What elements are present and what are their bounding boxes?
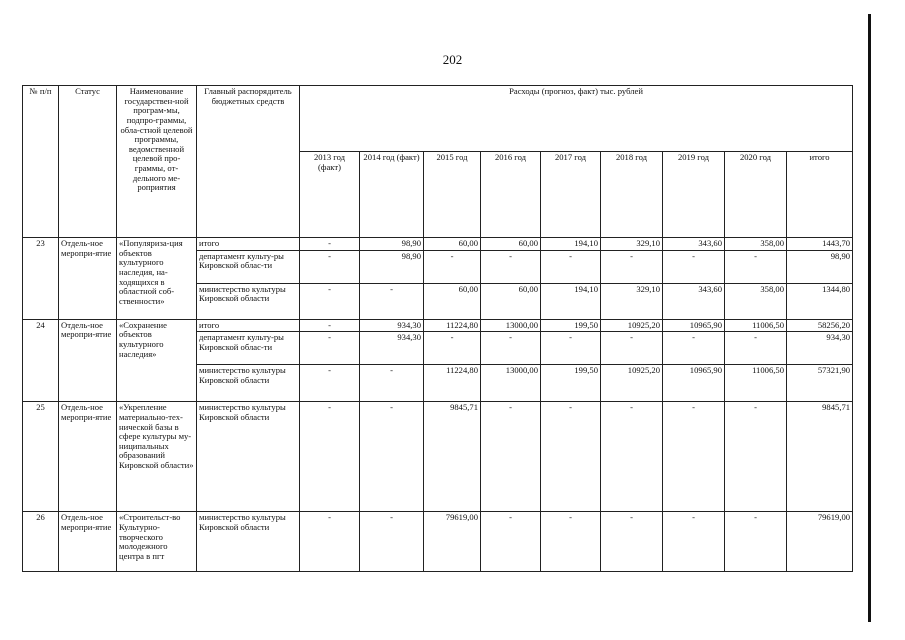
header-status: Статус (59, 86, 117, 238)
header-year: 2018 год (601, 152, 663, 238)
value-cell: 10925,20 (601, 365, 663, 402)
value-cell: - (601, 250, 663, 283)
row-manager: итого (197, 319, 300, 332)
value-cell: - (725, 512, 787, 572)
row-number: 23 (23, 238, 59, 320)
value-cell: 98,90 (360, 238, 424, 251)
row-manager: департамент культу-ры Кировской облас-ти (197, 250, 300, 283)
value-cell: - (725, 402, 787, 512)
row-manager: министерство культуры Кировской области (197, 402, 300, 512)
value-cell: - (300, 332, 360, 365)
value-cell: 934,30 (360, 332, 424, 365)
value-cell: 329,10 (601, 283, 663, 319)
value-cell: 60,00 (481, 238, 541, 251)
page-number: 202 (442, 52, 463, 67)
value-cell: - (300, 319, 360, 332)
row-number: 26 (23, 512, 59, 572)
value-cell: - (481, 402, 541, 512)
row-manager: итого (197, 238, 300, 251)
value-cell: 79619,00 (787, 512, 853, 572)
value-cell: 343,60 (663, 238, 725, 251)
header-name: Наименование государствен-ной програм-мы, подпро-граммы, обла-стной целевой программы, ведомственной целевой про-граммы, от-дельного ме-роприятия (117, 86, 197, 238)
value-cell: 79619,00 (424, 512, 481, 572)
value-cell: 934,30 (787, 332, 853, 365)
row-name: «Популяриза-ция объектов культурного наследия, на-ходящихся в областной соб-ственности» (117, 238, 197, 320)
value-cell: 60,00 (481, 283, 541, 319)
header-year: 2014 год (факт) (360, 152, 424, 238)
value-cell: 11006,50 (725, 365, 787, 402)
value-cell: 1344,80 (787, 283, 853, 319)
value-cell: - (360, 402, 424, 512)
row-manager: министерство культуры Кировской области (197, 283, 300, 319)
value-cell: 9845,71 (424, 402, 481, 512)
row-name: «Укрепление материально-тех-нической базы в сфере культуры му-ниципальных образований Кировской области» (117, 402, 197, 512)
value-cell: - (300, 512, 360, 572)
value-cell: - (601, 332, 663, 365)
value-cell: 60,00 (424, 238, 481, 251)
header-year: 2016 год (481, 152, 541, 238)
row-number: 25 (23, 402, 59, 512)
value-cell: 9845,71 (787, 402, 853, 512)
value-cell: - (360, 365, 424, 402)
value-cell: - (725, 332, 787, 365)
value-cell: - (663, 402, 725, 512)
table-body (23, 238, 853, 572)
value-cell: - (481, 250, 541, 283)
value-cell: - (601, 402, 663, 512)
value-cell: 10965,90 (663, 319, 725, 332)
row-manager: департамент культу-ры Кировской облас-ти (197, 332, 300, 365)
value-cell: 199,50 (541, 365, 601, 402)
table-row (23, 238, 853, 251)
value-cell: - (424, 332, 481, 365)
table-row (23, 402, 853, 512)
value-cell: 934,30 (360, 319, 424, 332)
header-year: 2019 год (663, 152, 725, 238)
value-cell: 358,00 (725, 283, 787, 319)
header-num: № п/п (23, 86, 59, 238)
table-header (23, 86, 853, 238)
scan-edge-line (868, 14, 871, 622)
value-cell: - (601, 512, 663, 572)
value-cell: 358,00 (725, 238, 787, 251)
row-status: Отдель-ное меропри-ятие (59, 402, 117, 512)
value-cell: - (541, 250, 601, 283)
header-manager: Главный распорядитель бюджетных средств (197, 86, 300, 238)
row-manager: министерство культуры Кировской области (197, 512, 300, 572)
value-cell: - (481, 512, 541, 572)
value-cell: 11224,80 (424, 319, 481, 332)
value-cell: - (725, 250, 787, 283)
value-cell: 343,60 (663, 283, 725, 319)
row-number: 24 (23, 319, 59, 402)
header-expenses: Расходы (прогноз, факт) тыс. рублей (300, 86, 853, 152)
header-year: 2015 год (424, 152, 481, 238)
value-cell: - (663, 332, 725, 365)
value-cell: - (424, 250, 481, 283)
value-cell: 199,50 (541, 319, 601, 332)
header-year: итого (787, 152, 853, 238)
value-cell: 329,10 (601, 238, 663, 251)
value-cell: 11224,80 (424, 365, 481, 402)
value-cell: - (541, 402, 601, 512)
row-status: Отдель-ное меропри-ятие (59, 512, 117, 572)
value-cell: - (481, 332, 541, 365)
value-cell: 194,10 (541, 283, 601, 319)
value-cell: - (300, 238, 360, 251)
value-cell: - (300, 402, 360, 512)
value-cell: 13000,00 (481, 365, 541, 402)
value-cell: 98,90 (360, 250, 424, 283)
value-cell: - (663, 250, 725, 283)
header-year: 2020 год (725, 152, 787, 238)
budget-table (22, 85, 853, 572)
value-cell: 57321,90 (787, 365, 853, 402)
row-status: Отдель-ное меропри-ятие (59, 319, 117, 402)
value-cell: - (360, 283, 424, 319)
row-manager: министерство культуры Кировской области (197, 365, 300, 402)
value-cell: 10925,20 (601, 319, 663, 332)
value-cell: 13000,00 (481, 319, 541, 332)
value-cell: 60,00 (424, 283, 481, 319)
value-cell: 58256,20 (787, 319, 853, 332)
table-row (23, 319, 853, 332)
value-cell: - (541, 332, 601, 365)
value-cell: 10965,90 (663, 365, 725, 402)
header-year: 2013 год (факт) (300, 152, 360, 238)
row-name: «Строительст-во Культурно-творческого молодежного центра в пгт (117, 512, 197, 572)
row-name: «Сохранение объектов культурного наследия» (117, 319, 197, 402)
value-cell: 11006,50 (725, 319, 787, 332)
header-year: 2017 год (541, 152, 601, 238)
value-cell: 194,10 (541, 238, 601, 251)
value-cell: - (541, 512, 601, 572)
value-cell: - (300, 283, 360, 319)
row-status: Отдель-ное меропри-ятие (59, 238, 117, 320)
value-cell: - (663, 512, 725, 572)
value-cell: - (300, 250, 360, 283)
value-cell: - (300, 365, 360, 402)
value-cell: 98,90 (787, 250, 853, 283)
table-row (23, 512, 853, 572)
value-cell: - (360, 512, 424, 572)
value-cell: 1443,70 (787, 238, 853, 251)
